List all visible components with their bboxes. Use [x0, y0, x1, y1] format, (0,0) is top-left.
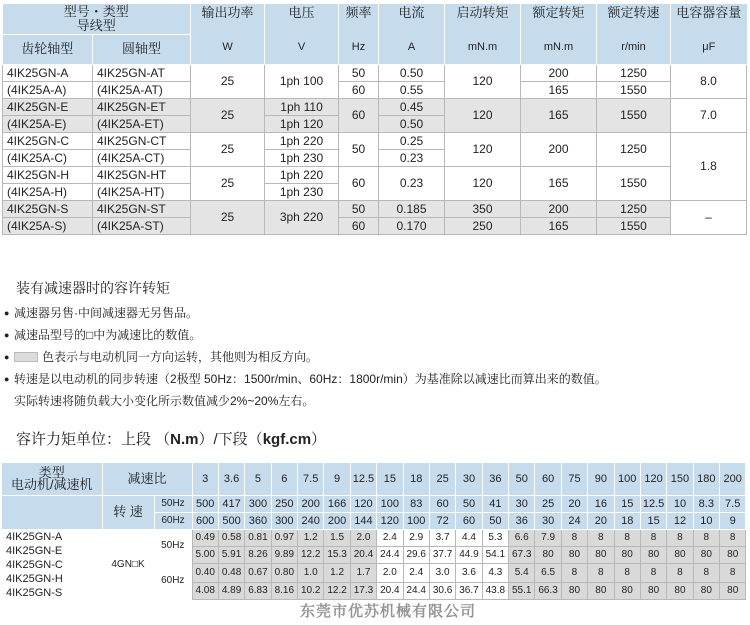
- freq-cell: 50: [339, 132, 379, 166]
- current-cell: 0.185: [379, 200, 445, 217]
- torque50-nm-cell: 0.58: [218, 529, 244, 546]
- speed50-cell: 50: [456, 495, 482, 512]
- speed60-cell: 18: [614, 512, 640, 529]
- torque50-nm-cell: 0.49: [192, 529, 218, 546]
- torque60-kgf-cell: 6.83: [245, 583, 271, 600]
- note-text: 减速器另售·中间减速器无另售品。: [14, 306, 198, 320]
- speed50-cell: 16: [588, 495, 614, 512]
- bullet-icon: ●: [4, 352, 10, 362]
- torque60-kgf-cell: 24.4: [403, 583, 429, 600]
- torque50-kgf-cell: 15.3: [324, 546, 350, 563]
- speed60-cell: 240: [298, 512, 324, 529]
- torque50-kgf-cell: 24.4: [377, 546, 403, 563]
- model-name: 4IK25GN-E: [6, 544, 63, 557]
- torque60-nm-cell: 5.4: [509, 563, 535, 583]
- voltage-cell: 3ph 220: [265, 200, 339, 234]
- rated-torque-cell: 200: [521, 200, 597, 217]
- gear-model: 4IK25GN-E: [3, 98, 93, 115]
- rated-speed-cell: 1550: [597, 217, 671, 234]
- ratio-cell: 100: [614, 463, 640, 495]
- note-item: [4, 324, 746, 346]
- torque60-nm-cell: 0.67: [245, 563, 271, 583]
- power-cell: 25: [191, 132, 265, 166]
- power-cell: 25: [191, 166, 265, 200]
- torque50-nm-cell: 8: [693, 529, 719, 546]
- note-text: 转速是以电动机的同步转速（2极型 50Hz：1500r/min、60Hz：1800r/min）为基准除以减速比而算出来的数值。: [14, 372, 607, 386]
- torque60-kgf-cell: 80: [720, 583, 746, 600]
- speed60-cell: 360: [245, 512, 271, 529]
- torque60-nm-cell: 8: [614, 563, 640, 583]
- speed60-cell: 15: [640, 512, 666, 529]
- hz50-header: 50Hz: [154, 495, 192, 512]
- speed60-cell: 36: [509, 512, 535, 529]
- spec-row: [3, 98, 747, 115]
- torque60-kgf-cell: 55.1: [509, 583, 535, 600]
- torque50-kgf-cell: 12.2: [298, 546, 324, 563]
- voltage-header: [265, 4, 339, 64]
- gear-model: 4IK25GN-C: [3, 132, 93, 149]
- speed50-cell: 25: [535, 495, 561, 512]
- rated-torque-cell: 165: [521, 98, 597, 132]
- freq-cell: 60: [339, 98, 379, 132]
- freq-label: 频率: [345, 4, 372, 20]
- freq-cell: 60: [339, 81, 379, 98]
- torque60-kgf-cell: 80: [693, 583, 719, 600]
- spec-row: [3, 217, 747, 234]
- torque50-kgf-cell: 5.00: [192, 546, 218, 563]
- freq-unit: Hz: [351, 40, 366, 53]
- rated-speed-header: [597, 4, 671, 64]
- rated-torque-label: 额定转矩: [532, 4, 585, 20]
- speed50-cell: 417: [218, 495, 244, 512]
- torque60-kgf-cell: 30.6: [429, 583, 455, 600]
- notes-list: [4, 302, 746, 412]
- voltage-label: 电压: [288, 4, 315, 20]
- torque60-nm-cell: 0.80: [271, 563, 297, 583]
- torque50-kgf-cell: 80: [561, 546, 587, 563]
- start-torque-cell: 250: [445, 217, 521, 234]
- torque50-nm-cell: 0.97: [271, 529, 297, 546]
- torque60-kgf-cell: 20.4: [377, 583, 403, 600]
- speed60-cell: 500: [218, 512, 244, 529]
- power-cell: 25: [191, 200, 265, 234]
- model-name: 4IK25GN-C: [6, 558, 63, 571]
- torque50-nm-cell: 8: [561, 529, 587, 546]
- gear-model: (4IK25A-C): [3, 149, 93, 166]
- torque60-nm-cell: 8: [640, 563, 666, 583]
- torque60-nm-cell: 3.6: [456, 563, 482, 583]
- note-item: [4, 346, 746, 368]
- bullet-icon: ●: [4, 308, 10, 318]
- speed50-cell: 10: [667, 495, 693, 512]
- torque60-nm-cell: 6.5: [535, 563, 561, 583]
- speed60-cell: 12: [667, 512, 693, 529]
- torque60-kgf-cell: 36.7: [456, 583, 482, 600]
- torque-title-suffix: ）: [311, 431, 327, 448]
- voltage-cell: 1ph 110: [265, 98, 339, 115]
- capacitor-cell: –: [671, 200, 747, 234]
- ratio-cell: 120: [640, 463, 666, 495]
- torque60-nm-cell: 0.40: [192, 563, 218, 583]
- torque50-kgf-cell: 54.1: [482, 546, 508, 563]
- torque50-nm-cell: 4.4: [456, 529, 482, 546]
- note-item: [4, 368, 746, 390]
- voltage-cell: 1ph 220: [265, 132, 339, 149]
- torque50-nm-cell: 8: [614, 529, 640, 546]
- spec-row: [3, 166, 747, 183]
- freq-cell: 60: [339, 217, 379, 234]
- round-model: (4IK25A-AT): [93, 81, 191, 98]
- ratio-cell: 36: [482, 463, 508, 495]
- torque60-nm-cell: 1.7: [350, 563, 376, 583]
- rated-speed-cell: 1250: [597, 200, 671, 217]
- rated-speed-unit: r/min: [621, 40, 646, 53]
- torque50-kgf-cell: 80: [614, 546, 640, 563]
- ratio-cell: 60: [535, 463, 561, 495]
- current-cell: 0.23: [379, 149, 445, 166]
- ratio-cell: 90: [588, 463, 614, 495]
- speed60-cell: 10: [693, 512, 719, 529]
- torque60-kgf-cell: 4.89: [218, 583, 244, 600]
- rated-torque-cell: 165: [521, 217, 597, 234]
- torque50-kgf-cell: 80: [640, 546, 666, 563]
- speed60-cell: 20: [588, 512, 614, 529]
- torque50-nm-cell: 2.0: [350, 529, 376, 546]
- torque60-nm-cell: 8: [693, 563, 719, 583]
- round-model: 4IK25GN-ST: [93, 200, 191, 217]
- freq-header: [339, 4, 379, 64]
- speed60-cell: 50: [482, 512, 508, 529]
- current-cell: 0.25: [379, 132, 445, 149]
- torque50-nm-cell: 2.9: [403, 529, 429, 546]
- torque60-nm-cell: 8: [720, 563, 746, 583]
- torque60-nm-cell: 4.3: [482, 563, 508, 583]
- rated-speed-cell: 1550: [597, 166, 671, 200]
- rated-torque-cell: 200: [521, 132, 597, 166]
- gear-model: (4IK25A-H): [3, 183, 93, 200]
- torque-title-prefix: 容许力矩单位：上段 （: [16, 431, 171, 448]
- type-header: [3, 4, 191, 34]
- current-cell: 0.45: [379, 98, 445, 115]
- current-cell: 0.55: [379, 81, 445, 98]
- torque50-kgf-cell: 37.7: [429, 546, 455, 563]
- torque60-nm-cell: 3.0: [429, 563, 455, 583]
- freq-cell: 50: [339, 64, 379, 81]
- bullet-icon: ●: [4, 330, 10, 340]
- torque50-kgf-cell: 80: [588, 546, 614, 563]
- spec-row: [3, 81, 747, 98]
- gear-model: 4IK25GN-A: [3, 64, 93, 81]
- capacitor-unit: μF: [702, 40, 716, 53]
- torque60-kgf-cell: 4.08: [192, 583, 218, 600]
- speed60-cell: 300: [271, 512, 297, 529]
- model-list: [2, 529, 102, 600]
- torque60-kgf-cell: 80: [561, 583, 587, 600]
- spec-row: [3, 64, 747, 81]
- gear-shaft-header: 齿轮轴型: [3, 34, 93, 64]
- torque50-kgf-cell: 29.6: [403, 546, 429, 563]
- power-cell: 25: [191, 98, 265, 132]
- round-model: (4IK25A-ST): [93, 217, 191, 234]
- ratio-cell: 12.5: [350, 463, 376, 495]
- torque-unit-upper: N.m: [170, 431, 199, 448]
- torque50-kgf-cell: 80: [535, 546, 561, 563]
- start-torque-cell: 120: [445, 98, 521, 132]
- speed60-cell: 600: [192, 512, 218, 529]
- torque50-nm-cell: 1.5: [324, 529, 350, 546]
- speed60-cell: 30: [535, 512, 561, 529]
- torque50-kgf-cell: 44.9: [456, 546, 482, 563]
- round-model: 4IK25GN-ET: [93, 98, 191, 115]
- wire-label: 导线型: [76, 17, 116, 33]
- voltage-cell: 1ph 220: [265, 166, 339, 183]
- capacitor-cell: 1.8: [671, 132, 747, 200]
- ratio-cell: 180: [693, 463, 719, 495]
- power-cell: 25: [191, 64, 265, 98]
- watermark: 东莞市优苏机械有限公司: [300, 603, 477, 620]
- torque60-nm-cell: 1.2: [324, 563, 350, 583]
- current-unit: A: [407, 40, 416, 53]
- speed60-cell: 200: [324, 512, 350, 529]
- speed60-cell: 100: [403, 512, 429, 529]
- speed50-cell: 15: [614, 495, 640, 512]
- speed50-cell: 200: [298, 495, 324, 512]
- motor-label: 电动机/减速机: [10, 476, 93, 492]
- ratio-cell: 7.5: [298, 463, 324, 495]
- torque50-kgf-cell: 80: [693, 546, 719, 563]
- start-torque-cell: 120: [445, 166, 521, 200]
- torque60-nm-cell: 2.0: [377, 563, 403, 583]
- torque50-nm-cell: 7.9: [535, 529, 561, 546]
- torque50-nm-cell: 8: [588, 529, 614, 546]
- torque50-nm-cell: 6.6: [509, 529, 535, 546]
- round-shaft-header: 圆轴型: [93, 34, 191, 64]
- round-model: 4IK25GN-CT: [93, 132, 191, 149]
- speed50-cell: 250: [271, 495, 297, 512]
- bullet-icon: ●: [4, 374, 10, 384]
- voltage-cell: 1ph 230: [265, 149, 339, 166]
- round-model: 4IK25GN-AT: [93, 64, 191, 81]
- speed50-cell: 100: [377, 495, 403, 512]
- torque60-kgf-cell: 80: [614, 583, 640, 600]
- torque50-nm-cell: 2.4: [377, 529, 403, 546]
- speed50-cell: 166: [324, 495, 350, 512]
- current-header: [379, 4, 445, 64]
- current-cell: 0.50: [379, 115, 445, 132]
- round-model: (4IK25A-ET): [93, 115, 191, 132]
- speed50-cell: 41: [482, 495, 508, 512]
- gear-model: (4IK25A-S): [3, 217, 93, 234]
- start-torque-cell: 120: [445, 132, 521, 166]
- hz50-label: 50Hz: [161, 540, 185, 552]
- torque60-kgf-cell: 8.16: [271, 583, 297, 600]
- type-header: [2, 463, 102, 495]
- torque60-nm-cell: 8: [588, 563, 614, 583]
- torque50-kgf-cell: 80: [720, 546, 746, 563]
- rated-torque-cell: 165: [521, 166, 597, 200]
- rated-torque-header: [521, 4, 597, 64]
- torque60-kgf-cell: 66.3: [535, 583, 561, 600]
- ratio-header: 减速比: [102, 463, 192, 495]
- ratio-cell: 30: [456, 463, 482, 495]
- current-cell: 0.170: [379, 217, 445, 234]
- torque50-nm-cell: 1.2: [298, 529, 324, 546]
- speed60-cell: 120: [377, 512, 403, 529]
- rated-torque-unit: mN.m: [543, 40, 574, 53]
- speed60-cell: 72: [429, 512, 455, 529]
- section-title: 装有减速器时的容许转矩: [16, 280, 170, 296]
- torque50-kgf-cell: 8.26: [245, 546, 271, 563]
- note-text: 色表示与电动机同一方向运转，其他则为相反方向。: [42, 350, 319, 364]
- voltage-cell: 1ph 230: [265, 183, 339, 200]
- torque50-nm-cell: 8: [720, 529, 746, 546]
- note-item: [4, 390, 746, 412]
- torque50-kgf-cell: 80: [667, 546, 693, 563]
- speed60-cell: 9: [720, 512, 746, 529]
- hz60-label: 60Hz: [161, 575, 185, 587]
- torque60-kgf-cell: 80: [667, 583, 693, 600]
- note-item: [4, 302, 746, 324]
- torque60-nm-cell: 8: [667, 563, 693, 583]
- type-label: 型号・类型: [63, 3, 129, 19]
- ratio-cell: 6: [271, 463, 297, 495]
- spec-table: [2, 4, 747, 235]
- rated-torque-cell: 200: [521, 64, 597, 81]
- type-label: 类型: [38, 464, 65, 480]
- rated-speed-cell: 1550: [597, 81, 671, 98]
- speed60-cell: 60: [456, 512, 482, 529]
- current-label: 电流: [398, 4, 425, 20]
- ratio-cell: 3.6: [218, 463, 244, 495]
- ratio-cell: 150: [667, 463, 693, 495]
- speed50-cell: 83: [403, 495, 429, 512]
- start-torque-header: [445, 4, 521, 64]
- torque-unit-title: [16, 428, 326, 449]
- torque50-kgf-cell: 5.91: [218, 546, 244, 563]
- capacitor-cell: 7.0: [671, 98, 747, 132]
- note-text: 减速品型号的□中为减速比的数值。: [14, 328, 202, 342]
- ratio-cell: 5: [245, 463, 271, 495]
- ratio-cell: 75: [561, 463, 587, 495]
- model-name: 4IK25GN-H: [6, 572, 63, 585]
- round-model: (4IK25A-HT): [93, 183, 191, 200]
- ratio-cell: 9: [324, 463, 350, 495]
- spec-row: [3, 132, 747, 149]
- speed50-cell: 8.3: [693, 495, 719, 512]
- torque50-kgf-cell: 9.89: [271, 546, 297, 563]
- ratio-cell: 200: [720, 463, 746, 495]
- speed50-cell: 500: [192, 495, 218, 512]
- note-text: 实际转速将随负载大小变化所示数值减少2%~20%左右。: [14, 394, 315, 408]
- rated-torque-cell: 165: [521, 81, 597, 98]
- speed50-cell: 30: [509, 495, 535, 512]
- torque50-nm-cell: 3.7: [429, 529, 455, 546]
- torque-unit-lower: kgf.cm: [262, 431, 312, 448]
- torque60-nm-cell: 1.0: [298, 563, 324, 583]
- gear-model: (4IK25A-A): [3, 81, 93, 98]
- ratio-cell: 3: [192, 463, 218, 495]
- gear-code: 4GN□K: [111, 558, 145, 570]
- capacitor-header: [671, 4, 747, 64]
- torque50-nm-cell: 8: [667, 529, 693, 546]
- current-cell: 0.23: [379, 166, 445, 200]
- speed50-cell: 300: [245, 495, 271, 512]
- torque60-kgf-cell: 80: [588, 583, 614, 600]
- freq-cell: 50: [339, 200, 379, 217]
- power-unit: W: [222, 40, 233, 53]
- torque60-kgf-cell: 17.3: [350, 583, 376, 600]
- ratio-cell: 50: [509, 463, 535, 495]
- torque50-kgf-cell: 20.4: [350, 546, 376, 563]
- speed-header: 转 速: [102, 495, 154, 529]
- ratio-cell: 18: [403, 463, 429, 495]
- ratio-cell: 15: [377, 463, 403, 495]
- speed50-cell: 60: [429, 495, 455, 512]
- rated-speed-cell: 1250: [597, 64, 671, 81]
- freq-cell: 60: [339, 166, 379, 200]
- torque60-nm-cell: 8: [561, 563, 587, 583]
- round-model: 4IK25GN-HT: [93, 166, 191, 183]
- spec-row: [3, 200, 747, 217]
- model-name: 4IK25GN-A: [6, 530, 63, 543]
- round-model: (4IK25A-CT): [93, 149, 191, 166]
- model-name: 4IK25GN-S: [6, 586, 63, 599]
- power-header: [191, 4, 265, 64]
- speed50-cell: 7.5: [720, 495, 746, 512]
- capacitor-label: 电容器容量: [676, 4, 742, 20]
- speed50-cell: 20: [561, 495, 587, 512]
- blank-header: [2, 495, 102, 529]
- torque50-nm-cell: 0.81: [245, 529, 271, 546]
- hz60-header: 60Hz: [154, 512, 192, 529]
- rated-speed-cell: 1550: [597, 98, 671, 132]
- rated-speed-cell: 1250: [597, 132, 671, 166]
- torque50-kgf-cell: 67.3: [509, 546, 535, 563]
- current-cell: 0.50: [379, 64, 445, 81]
- ratio-cell: 25: [429, 463, 455, 495]
- speed50-cell: 12.5: [640, 495, 666, 512]
- voltage-cell: 1ph 120: [265, 115, 339, 132]
- voltage-cell: 1ph 100: [265, 64, 339, 98]
- speed60-cell: 144: [350, 512, 376, 529]
- torque60-nm-cell: 0.48: [218, 563, 244, 583]
- power-label: 输出功率: [201, 4, 254, 20]
- torque60-kgf-cell: 10.2: [298, 583, 324, 600]
- torque50-nm-cell: 5.3: [482, 529, 508, 546]
- speed50-cell: 120: [350, 495, 376, 512]
- gear-model: 4IK25GN-S: [3, 200, 93, 217]
- voltage-unit: V: [297, 40, 306, 53]
- gray-swatch-icon: [14, 352, 38, 362]
- start-torque-unit: mN.m: [467, 40, 498, 53]
- torque60-kgf-cell: 12.2: [324, 583, 350, 600]
- gear-model: 4IK25GN-H: [3, 166, 93, 183]
- start-torque-cell: 350: [445, 200, 521, 217]
- speed60-cell: 24: [561, 512, 587, 529]
- rated-speed-label: 额定转速: [607, 4, 660, 20]
- capacitor-cell: 8.0: [671, 64, 747, 98]
- torque60-kgf-cell: 43.8: [482, 583, 508, 600]
- start-torque-cell: 120: [445, 64, 521, 98]
- torque-title-middle: ）/下段（: [198, 431, 263, 448]
- torque60-kgf-cell: 80: [640, 583, 666, 600]
- start-torque-label: 启动转矩: [456, 4, 509, 20]
- torque-table: [2, 463, 746, 600]
- torque50-nm-cell: 8: [640, 529, 666, 546]
- gear-model: (4IK25A-E): [3, 115, 93, 132]
- torque60-nm-cell: 2.4: [403, 563, 429, 583]
